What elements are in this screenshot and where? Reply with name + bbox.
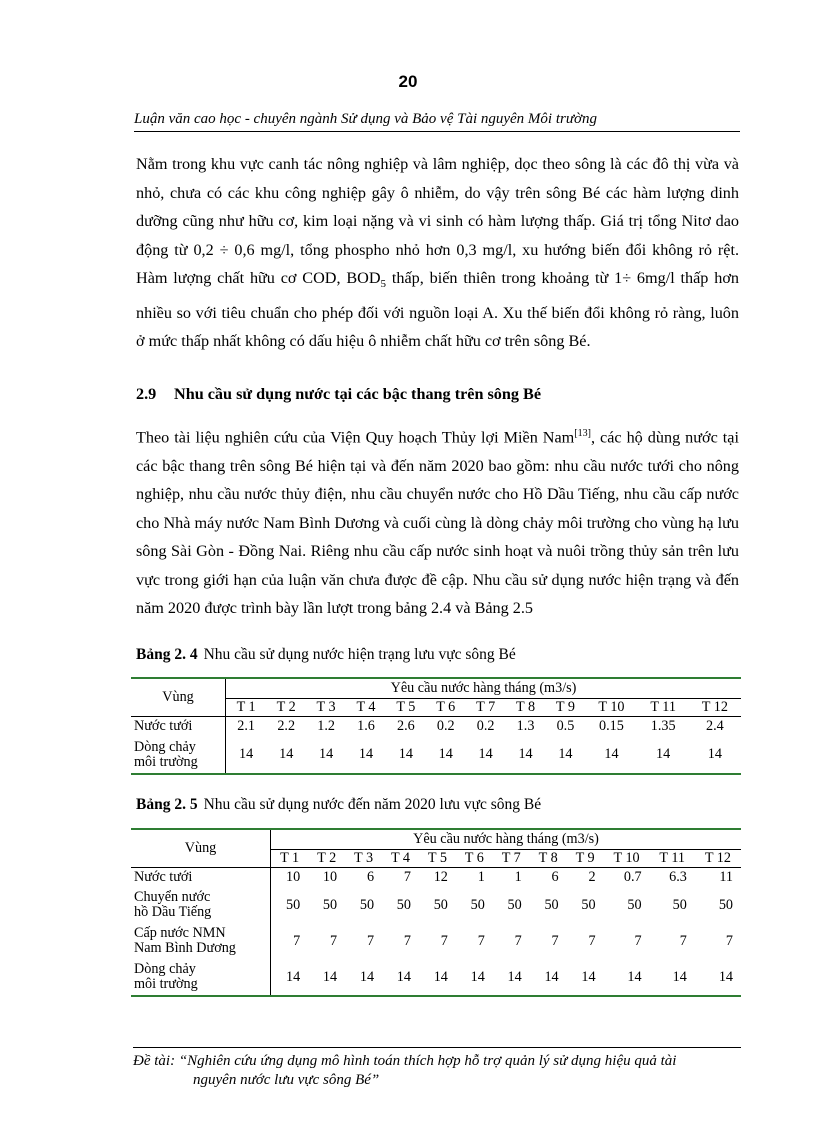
- cell-value: 14: [638, 736, 689, 774]
- month-header: T 7: [466, 699, 506, 717]
- row-label-line: Cấp nước NMN: [134, 925, 226, 941]
- cell-value: 7: [679, 932, 687, 949]
- cell-value: 7: [588, 932, 596, 949]
- region-header: Vùng: [131, 829, 271, 868]
- citation-ref: [13]: [574, 428, 591, 439]
- row-label: [131, 868, 271, 888]
- table-row: [131, 887, 741, 923]
- row-label-line: Nước tưới: [134, 869, 193, 885]
- cell-value: 14: [345, 959, 382, 996]
- cell-value: 50: [507, 896, 522, 913]
- month-header: T 8: [530, 850, 567, 868]
- row-label-line: Dòng chảy: [134, 738, 196, 755]
- row-label-line: Nam Bình Dương: [134, 940, 236, 956]
- cell-value: 0.2: [436, 718, 455, 734]
- subscript: 5: [380, 278, 387, 291]
- cell-value: 11: [719, 869, 733, 885]
- month-header: T 12: [695, 850, 741, 868]
- cell-value: 7: [403, 932, 411, 949]
- running-header: Luận văn cao học - chuyên ngành Sử dụng và Bảo vệ Tài nguyên Môi trường: [134, 109, 740, 132]
- row-label-line: môi trường: [134, 753, 198, 770]
- cell-value: 50: [286, 896, 301, 913]
- cell-value: 14: [456, 959, 493, 996]
- cell-value: 2.1: [237, 718, 255, 734]
- group-header: Yêu cầu nước hàng tháng (m3/s): [226, 678, 742, 699]
- cell-value: 7: [293, 932, 301, 949]
- row-label: [131, 959, 271, 996]
- cell-value: 50: [718, 896, 733, 913]
- cell-value: 0.7: [623, 869, 642, 885]
- month-header: T 11: [650, 850, 695, 868]
- cell-value: 14: [493, 959, 530, 996]
- month-header: T 10: [604, 850, 650, 868]
- cell-value: 50: [470, 896, 485, 913]
- cell-value: 14: [545, 736, 585, 774]
- cell-value: 14: [346, 736, 386, 774]
- cell-value: 1.6: [357, 718, 375, 734]
- cell-value: 14: [226, 736, 267, 774]
- table-row: [131, 923, 741, 959]
- row-label: [131, 736, 226, 774]
- cell-value: 14: [382, 959, 419, 996]
- cell-value: 14: [266, 736, 306, 774]
- cell-value: 7: [551, 932, 559, 949]
- cell-value: 1.3: [516, 718, 535, 734]
- water-demand-table-current: [131, 677, 741, 775]
- group-header: Yêu cầu nước hàng tháng (m3/s): [271, 829, 742, 850]
- table-row: [131, 717, 741, 737]
- cell-value: 14: [419, 959, 456, 996]
- cell-value: 50: [581, 896, 596, 913]
- section-heading: [136, 385, 541, 404]
- cell-value: 7: [330, 932, 338, 949]
- cell-value: 14: [604, 959, 650, 996]
- cell-value: 7: [514, 932, 522, 949]
- month-header: T 6: [456, 850, 493, 868]
- cell-value: 10: [286, 869, 301, 885]
- paragraph-text: Nằm trong khu vực canh tác nông nghiệp và lâm nghiệp, dọc theo sông là các đô thị vừa và nhỏ, chưa có các khu công nghiệp gây ô nhiễm, do vậy trên sông Bé các hàm lượng dinh dưỡng cũng như hữu cơ, kim loại nặng và vi sinh có hàm lượng thấp. Giá trị tổng Nitơ dao động từ 0,2 ÷ 0,6 mg/l, tổng phospho nhỏ hơn 0,3 mg/l, xu hướng biến đổi không rỏ rệt. Hàm lượng chất hữu cơ COD, BOD: [136, 155, 739, 287]
- row-label-line: Nước tưới: [134, 718, 193, 734]
- cell-value: 14: [386, 736, 426, 774]
- cell-value: 12: [433, 869, 448, 885]
- cell-value: 50: [433, 896, 448, 913]
- table-label: Bảng 2. 4: [136, 646, 198, 663]
- cell-value: 2.2: [277, 718, 296, 734]
- table-caption-text: Nhu cầu sử dụng nước đến năm 2020 lưu vực sông Bé: [203, 796, 542, 813]
- cell-value: 50: [359, 896, 375, 913]
- page-footer: [133, 1047, 741, 1090]
- cell-value: 2: [588, 869, 596, 885]
- cell-value: 50: [322, 896, 338, 913]
- cell-value: 0.15: [599, 718, 624, 734]
- footer-line: nguyên nước lưu vực sông Bé”: [193, 1072, 380, 1088]
- cell-value: 50: [396, 896, 411, 913]
- month-header: T 5: [386, 699, 426, 717]
- cell-value: 6: [551, 869, 559, 885]
- cell-value: 7: [403, 869, 411, 885]
- cell-value: 14: [530, 959, 567, 996]
- month-header: T 7: [493, 850, 530, 868]
- row-label-line: Dòng chảy: [134, 961, 196, 977]
- paragraph-water-quality: [136, 150, 739, 356]
- cell-value: 6.3: [669, 869, 687, 885]
- month-header: T 9: [545, 699, 585, 717]
- table-label: Bảng 2. 5: [136, 796, 198, 813]
- cell-value: 2.4: [706, 718, 724, 734]
- month-header: T 2: [266, 699, 306, 717]
- month-header: T 1: [271, 850, 309, 868]
- row-label: [131, 717, 226, 737]
- section-title: Nhu cầu sử dụng nước tại các bậc thang trên sông Bé: [174, 385, 542, 403]
- cell-value: 14: [567, 959, 604, 996]
- cell-value: 1.35: [650, 718, 676, 734]
- cell-value: 6: [366, 869, 375, 885]
- month-header: T 2: [308, 850, 345, 868]
- row-label-line: hồ Dầu Tiếng: [134, 904, 212, 920]
- cell-value: 7: [440, 932, 448, 949]
- month-header: T 1: [226, 699, 267, 717]
- month-header: T 6: [426, 699, 466, 717]
- page-number: 20: [398, 72, 418, 91]
- table-row: [131, 868, 741, 888]
- paragraph-water-demand: [136, 420, 739, 623]
- month-header: T 5: [419, 850, 456, 868]
- footer-line: Đề tài: “Nghiên cứu ứng dụng mô hình toán thích hợp hỗ trợ quản lý sử dụng hiệu quả tài: [133, 1053, 677, 1069]
- month-header: T 12: [689, 699, 741, 717]
- cell-value: 1: [514, 869, 522, 885]
- cell-value: 0.5: [556, 718, 575, 734]
- month-header: T 3: [306, 699, 346, 717]
- table-caption-text: Nhu cầu sử dụng nước hiện trạng lưu vực sông Bé: [203, 646, 516, 663]
- cell-value: 14: [308, 959, 345, 996]
- row-label-line: Chuyển nước: [134, 889, 211, 905]
- cell-value: 14: [271, 959, 309, 996]
- month-header: T 8: [506, 699, 546, 717]
- cell-value: 10: [322, 869, 338, 885]
- month-header: T 4: [382, 850, 419, 868]
- cell-value: 14: [695, 959, 741, 996]
- cell-value: 7: [366, 932, 375, 949]
- paragraph-text: , các hộ dùng nước tại các bậc thang trên sông Bé hiện tại và đến năm 2020 bao gồm: nhu cầu nước tưới cho nông nghiệp, nhu cầu nước thủy điện, nhu cầu chuyển nước cho Hồ Dầu Tiếng, nhu cầu cấp nước cho Nhà máy nước Nam Bình Dương và cuối cùng là dòng chảy môi trường cho vùng hạ lưu sông Sài Gòn - Đồng Nai. Riêng nhu cầu cấp nước sinh hoạt và nuôi trồng thủy sản trên lưu vực trong giới hạn của luận văn chưa được đề cập. Nhu cầu sử dụng nước hiện trạng và đến năm 2020 được trình bày lần lượt trong bảng 2.4 và Bảng 2.5: [136, 428, 739, 618]
- cell-value: 14: [689, 736, 741, 774]
- cell-value: 14: [466, 736, 506, 774]
- paragraph-text: Theo tài liệu nghiên cứu của Viện Quy hoạch Thủy lợi Miền Nam: [136, 428, 575, 447]
- cell-value: 1: [477, 869, 485, 885]
- month-header: T 3: [345, 850, 382, 868]
- month-header: T 10: [585, 699, 637, 717]
- cell-value: 14: [426, 736, 466, 774]
- table-row: [131, 959, 741, 996]
- cell-value: 7: [725, 932, 733, 949]
- table-row: [131, 736, 741, 774]
- cell-value: 2.6: [397, 718, 415, 734]
- table-header-row: [131, 678, 741, 699]
- paragraph-text: thấp, biến thiên trong khoảng từ 1÷ 6mg/l thấp hơn nhiều so với tiêu chuẩn cho phép đối với nguồn loại A. Xu thế biến đổi không rỏ ràng, luôn ở mức thấp nhất không có dấu hiệu ô nhiễm chất hữu cơ trên sông Bé.: [136, 269, 739, 351]
- row-label: [131, 923, 271, 959]
- month-header: T 4: [346, 699, 386, 717]
- table-caption: [136, 646, 516, 664]
- cell-value: 14: [506, 736, 546, 774]
- cell-value: 50: [672, 896, 687, 913]
- cell-value: 14: [650, 959, 695, 996]
- cell-value: 7: [634, 932, 642, 949]
- month-header: T 9: [567, 850, 604, 868]
- table-caption: [136, 796, 541, 814]
- section-number: 2.9: [136, 385, 157, 403]
- water-demand-table-2020: [131, 828, 741, 997]
- cell-value: 7: [477, 932, 485, 949]
- table-header-row: [131, 829, 741, 850]
- month-header: T 11: [638, 699, 689, 717]
- row-label: [131, 887, 271, 923]
- cell-value: 14: [585, 736, 637, 774]
- cell-value: 14: [306, 736, 346, 774]
- cell-value: 1.2: [317, 718, 335, 734]
- region-header: Vùng: [131, 678, 226, 717]
- cell-value: 50: [627, 896, 642, 913]
- cell-value: 0.2: [476, 718, 495, 734]
- cell-value: 50: [544, 896, 559, 913]
- row-label-line: môi trường: [134, 976, 198, 992]
